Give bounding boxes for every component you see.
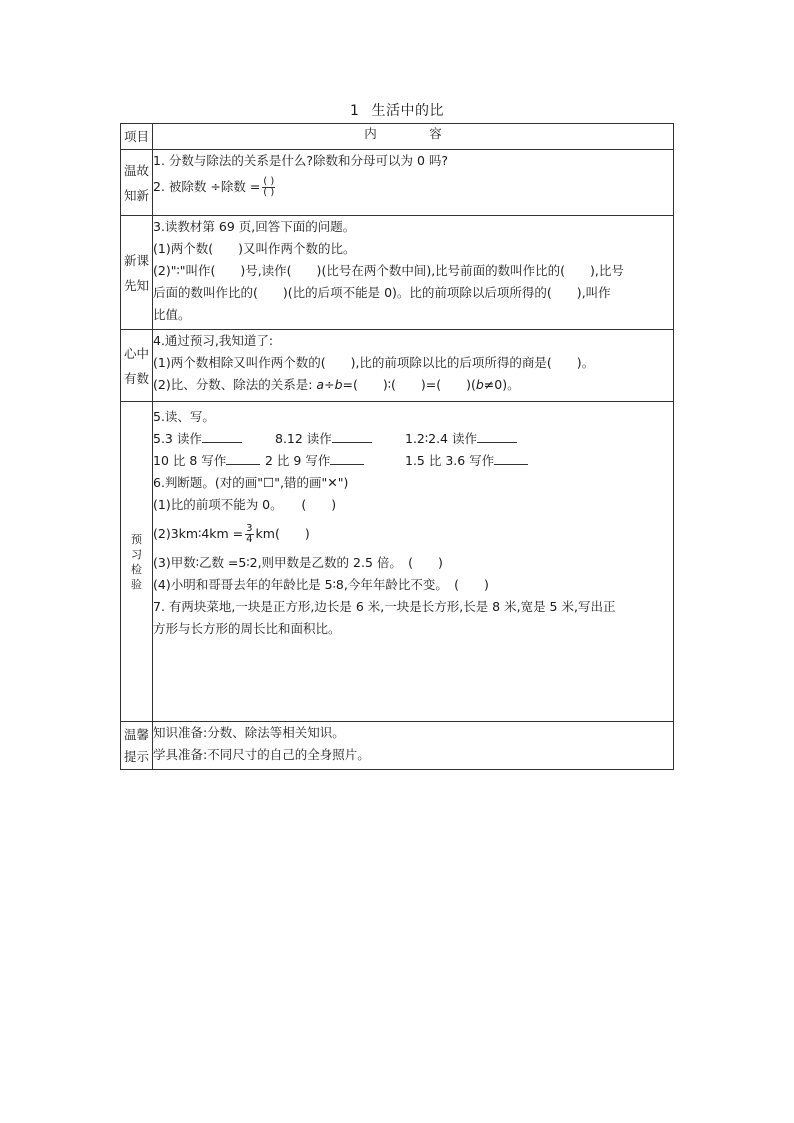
tip-1: 知识准备:分数、除法等相关知识。	[153, 725, 345, 740]
question-4-2: (2)比、分数、除法的关系是: a÷b=( )∶( )=( )(b≠0)。	[153, 377, 520, 392]
question-4-1: (1)两个数相除又叫作两个数的( ),比的前项除以比的后项所得的商是( )。	[153, 355, 595, 370]
label-review: 温故 知新	[121, 150, 153, 216]
label-tips: 温馨 提示	[121, 722, 153, 770]
question-5: 5.读、写。	[153, 409, 215, 424]
header-item: 项目	[121, 124, 153, 150]
question-6-3: (3)甲数∶乙数 =5∶2,则甲数是乙数的 2.5 倍。 ( )	[153, 555, 443, 570]
question-6-4: (4)小明和哥哥去年的年龄比是 5∶8,今年年龄比不变。 ( )	[153, 577, 489, 592]
answer-blank[interactable]	[202, 429, 242, 443]
tip-2: 学具准备:不同尺寸的自己的全身照片。	[153, 747, 370, 762]
question-6: 6.判断题。(对的画"☐",错的画"✕")	[153, 475, 349, 490]
question-3-2c: 比值。	[153, 307, 191, 322]
question-3-1: (1)两个数( )又叫作两个数的比。	[153, 241, 356, 256]
write-row: 10 比 8 写作 2 比 9 写作 1.5 比 3.6 写作	[153, 450, 673, 472]
lesson-number: 1	[350, 103, 360, 119]
label-know: 心中 有数	[121, 330, 153, 402]
header-content: 内 容	[153, 124, 674, 150]
label-preview: 新课 先知	[121, 216, 153, 330]
question-2: 2. 被除数 ÷除数 = $\frac{( )}{( )}$	[153, 176, 275, 198]
tips-content	[153, 722, 674, 770]
fraction-blank: $\frac{( )}{( )}$	[263, 176, 275, 198]
row-preview	[121, 216, 674, 330]
question-4: 4.通过预习,我知道了:	[153, 333, 274, 348]
know-content	[153, 330, 674, 402]
preview-content	[153, 216, 674, 330]
worksheet-table	[120, 123, 674, 770]
question-7b: 方形与长方形的周长比和面积比。	[153, 621, 341, 636]
page-title	[0, 100, 794, 120]
review-content	[153, 150, 674, 216]
table-header-row	[121, 124, 674, 150]
question-3-2a: (2)"∶"叫作( )号,读作( )(比号在两个数中间),比号前面的数叫作比的( ),比号	[153, 263, 624, 278]
question-1: 1. 分数与除法的关系是什么?除数和分母可以为 0 吗?	[153, 153, 449, 168]
row-know	[121, 330, 674, 402]
question-7a: 7. 有两块菜地,一块是正方形,边长是 6 米,一块是长方形,长是 8 米,宽是 5 米,写出正	[153, 599, 616, 614]
answer-blank[interactable]	[330, 451, 364, 465]
answer-blank[interactable]	[494, 451, 528, 465]
lesson-title: 生活中的比	[371, 103, 444, 119]
row-check	[121, 402, 674, 722]
fraction: $\frac{3}{4}$	[246, 523, 253, 545]
answer-blank[interactable]	[477, 429, 517, 443]
question-3: 3.读教材第 69 页,回答下面的问题。	[153, 219, 356, 234]
question-6-2: (2)3km∶4km = $\frac{3}{4}$ km( )	[153, 523, 310, 545]
answer-blank[interactable]	[332, 429, 372, 443]
row-tips	[121, 722, 674, 770]
answer-blank[interactable]	[226, 451, 260, 465]
question-6-1: (1)比的前项不能为 0。 ( )	[153, 497, 337, 512]
check-content	[153, 402, 674, 722]
question-3-2b: 后面的数叫作比的( )(比的后项不能是 0)。比的前项除以后项所得的( ),叫作	[153, 285, 611, 300]
read-row: 5.3 读作 8.12 读作 1.2∶2.4 读作	[153, 428, 673, 450]
label-check: 预 习 检 验	[121, 402, 153, 722]
row-review	[121, 150, 674, 216]
